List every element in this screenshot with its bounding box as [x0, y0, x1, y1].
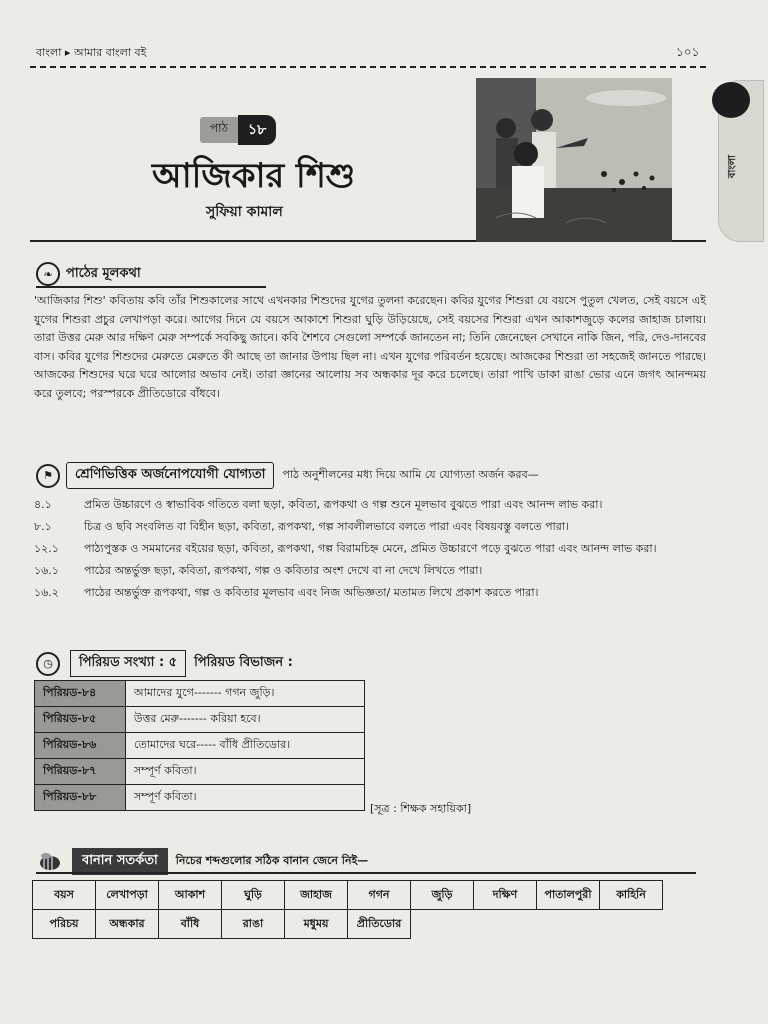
word-cell: অন্ধকার [96, 910, 159, 939]
competency-heading-text: শ্রেণিভিত্তিক অর্জনোপযোগী যোগ্যতা [66, 462, 274, 489]
summary-divider [36, 286, 266, 288]
list-item [34, 582, 714, 604]
breadcrumb: বাংলা ▸ আমার বাংলা বই [36, 46, 147, 59]
period-name: পিরিয়ড-৮৮ [35, 785, 126, 811]
lesson-badge [200, 118, 276, 142]
page-title: আজিকার শিশু [152, 156, 356, 196]
bee-icon [36, 852, 64, 872]
competency-heading [36, 462, 539, 489]
book-icon: ⚑ [36, 464, 60, 488]
table-row [33, 881, 663, 910]
word-cell: জাহাজ [285, 881, 348, 910]
competency-text: পাঠের অন্তর্ভুক্ত ছড়া, কবিতা, রূপকথা, গল্প ও কবিতার অংশ দেখে বা না দেখে লিখতে পারা। [84, 564, 483, 577]
table-row [35, 759, 365, 785]
period-count: পিরিয়ড সংখ্যা : ৫ [70, 650, 186, 677]
table-row [33, 910, 663, 939]
period-desc: সম্পূর্ণ কবিতা। [126, 785, 365, 811]
word-cell: জুড়ি [411, 881, 474, 910]
summary-text: 'আজিকার শিশু' কবিতায় কবি তাঁর শিশুকালের সাথে এখনকার শিশুদের যুগের তুলনা করেছেন। কবির যুগের শিশুরা যে বয়সে পুতুল খেলত, সেই বয়সে এই যুগের শিশুরা প্রচুর লেখাপড়া করে। আগের দিনে যে বয়সে আকাশে শিশুরা ঘুড়ি উড়িয়েছে, সেই বয়সের শিশুরা এখন আকাশজুড়ে কলের জাহাজ চালায়। তারা উত্তর মেরু আর দক্ষিণ মেরু সম্পর্কে সবকিছু জানে। কবি শৈশবে সেগুলো সম্পর্কে জানতেন না; তিনি জেনেছেন সেখানে নাকি জিন, পরি, দেও-দানবের বাস। কবির যুগের শিশুদের মেরুতে মেরুতে কী আছে তা জানার উপায় ছিল না। এখন যুগের পরিবর্তন হয়েছে। আজকের শিশুরা তা সহজেই জানতে পারছে। আজকের শিশুদের ঘরে ঘরে আলোর অভাব নেই। তারা জ্ঞানের আলোয় সব অন্ধকার দূর করে চলেছে। তারা পাখি ডাকা রাঙা ভোর এনে জগৎ আনন্দময় করে তুলবে; পরস্পরকে প্রীতিডোরে বাঁধবে। [34, 294, 706, 400]
period-desc: আমাদের যুগে------- গগন জুড়ি। [126, 681, 365, 707]
side-tab-marker [712, 82, 750, 118]
table-row [35, 785, 365, 811]
word-cell: দক্ষিণ [474, 881, 537, 910]
table-row [35, 733, 365, 759]
list-item [34, 494, 714, 516]
word-cell: ঘুড়ি [222, 881, 285, 910]
competency-code: ৪.১ [34, 498, 52, 511]
lesson-number: ১৮ [238, 115, 276, 145]
period-name: পিরিয়ড-৮৫ [35, 707, 126, 733]
summary-heading-text: পাঠের মূলকথা [66, 265, 141, 281]
competency-text: পাঠ্যপুস্তক ও সমমানের বইয়ের ছড়া, কবিতা, রূপকথা, গল্প বিরামচিহ্ন মেনে, প্রমিত উচ্চারণে পড়ে বুঝতে পারা এবং আনন্দ লাভ করা। [84, 542, 657, 555]
summary-icon: ❧ [36, 262, 60, 286]
competency-code: ১৬.১ [34, 564, 59, 577]
competency-list [34, 494, 714, 604]
list-item [34, 538, 714, 560]
word-cell: রাঙা [222, 910, 285, 939]
source-note: [সূত্র : শিক্ষক সহায়িকা] [370, 802, 472, 815]
spelling-table [32, 880, 663, 939]
lesson-illustration [476, 78, 672, 242]
word-cell: মধুময় [285, 910, 348, 939]
lesson-tag: পাঠ [200, 117, 238, 143]
period-name: পিরিয়ড-৮৪ [35, 681, 126, 707]
period-desc: উত্তর মেরু------- করিয়া হবে। [126, 707, 365, 733]
spelling-heading-text: বানান সতর্কতা [72, 848, 168, 875]
competency-text: প্রমিত উচ্চারণে ও স্বাভাবিক গতিতে বলা ছড়া, কবিতা, রূপকথা ও গল্প শুনে মূলভাব বুঝতে পারা এবং আনন্দ লাভ করা। [84, 498, 603, 511]
word-cell: পাতালপুরী [537, 881, 600, 910]
spelling-note: নিচের শব্দগুলোর সঠিক বানান জেনে নিই— [175, 854, 369, 867]
word-cell: লেখাপড়া [96, 881, 159, 910]
period-name: পিরিয়ড-৮৭ [35, 759, 126, 785]
period-desc: সম্পূর্ণ কবিতা। [126, 759, 365, 785]
period-table [34, 680, 365, 811]
author-name: সুফিয়া কামাল [206, 204, 283, 220]
competency-code: ১২.১ [34, 542, 59, 555]
word-cell: বয়স [33, 881, 96, 910]
period-heading [36, 650, 293, 677]
word-cell: কাহিনি [600, 881, 663, 910]
side-tab-label: বাংলা [727, 154, 739, 179]
competency-note: পাঠ অনুশীলনের মধ্য দিয়ে আমি যে যোগ্যতা অর্জন করব— [282, 468, 539, 481]
word-cell: আকাশ [159, 881, 222, 910]
list-item [34, 516, 714, 538]
table-row [35, 707, 365, 733]
period-division-label: পিরিয়ড বিভাজন : [194, 655, 293, 670]
word-cell: প্রীতিডোর [348, 910, 411, 939]
clock-icon: ◷ [36, 652, 60, 676]
word-cell: বাঁধি [159, 910, 222, 939]
competency-code: ৮.১ [34, 520, 52, 533]
summary-heading [36, 262, 141, 286]
spelling-divider [36, 872, 696, 874]
competency-text: চিত্র ও ছবি সংবলিত বা বিহীন ছড়া, কবিতা, রূপকথা, গল্প সাবলীলভাবে বলতে পারা এবং বিষয়বস্তু বলতে পারা। [84, 520, 569, 533]
competency-code: ১৬.২ [34, 586, 59, 599]
header-divider [30, 66, 706, 68]
word-cell: গগন [348, 881, 411, 910]
word-cell: পরিচয় [33, 910, 96, 939]
period-name: পিরিয়ড-৮৬ [35, 733, 126, 759]
competency-text: পাঠের অন্তর্ভুক্ত রূপকথা, গল্প ও কবিতার মূলভাব এবং নিজ অভিজ্ঞতা/ মতামত লিখে প্রকাশ করতে পারা। [84, 586, 539, 599]
spelling-heading [36, 848, 368, 875]
table-row [35, 681, 365, 707]
list-item [34, 560, 714, 582]
page-number: ১০১ [676, 45, 700, 59]
period-desc: তোমাদের ঘরে----- বাঁধি প্রীতিডোর। [126, 733, 365, 759]
